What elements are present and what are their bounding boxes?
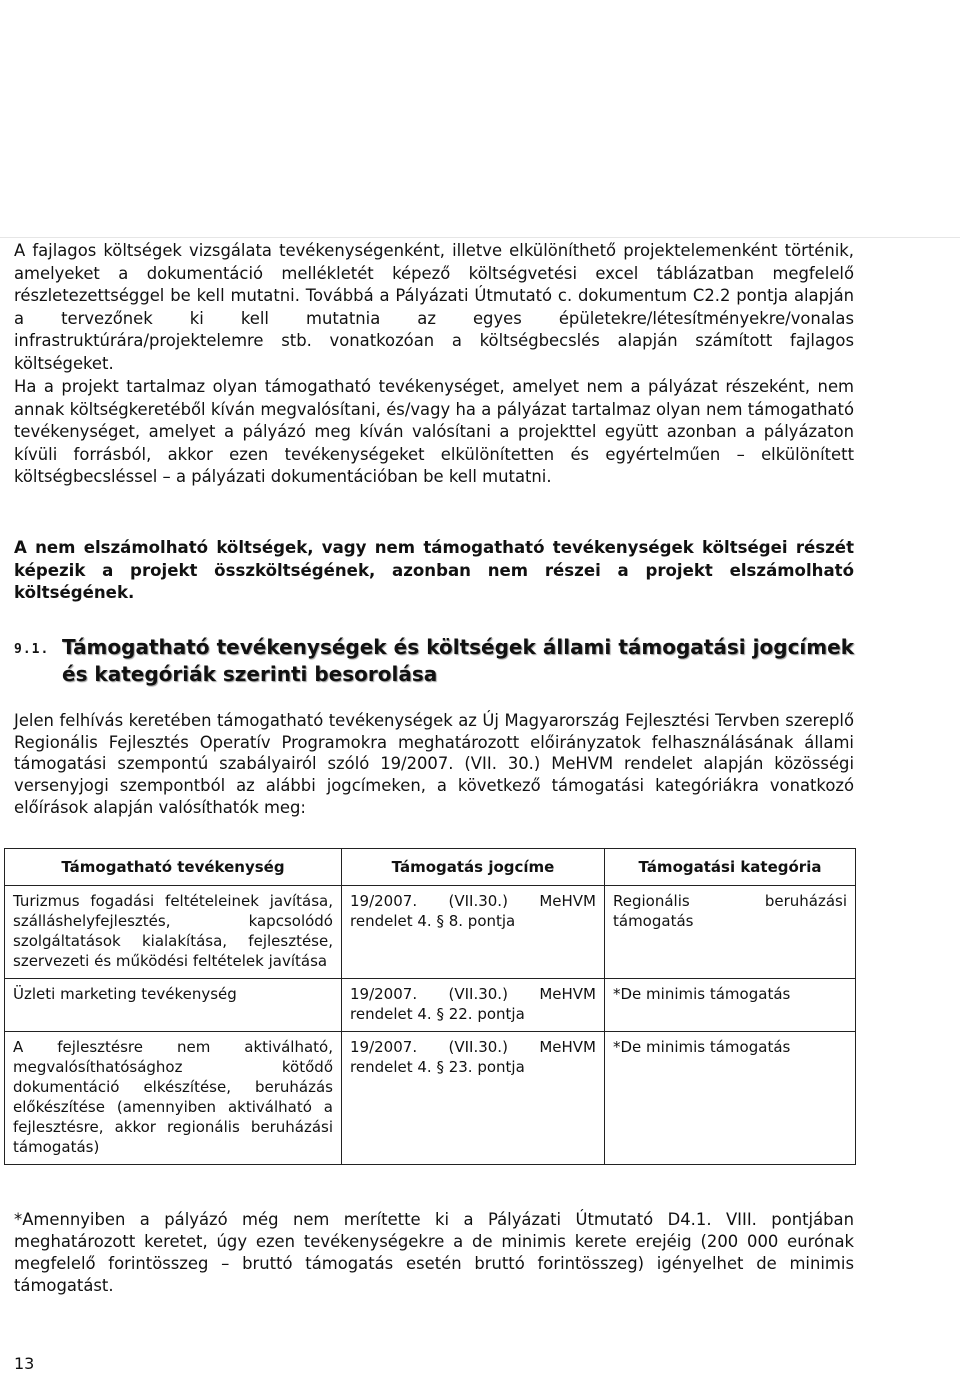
bold-statement: A nem elszámolható költségek, vagy nem támogatható tevékenységek költségei részét képezik a projekt összköltségének, azonban nem részei a projekt elszámolható költségének. <box>14 538 854 603</box>
table-cell-category: *De minimis támogatás <box>605 1032 856 1165</box>
page-number: 13 <box>14 1354 35 1373</box>
paragraph-specific-costs: A fajlagos költségek vizsgálata tevékenységenként, illetve elkülöníthető projektelemenként történik, amelyeket a dokumentáció mellékletét képező költségvetési excel táblázatban megfelelő részletezettséggel be kell mutatni. Továbbá a Pályázati Útmutató c. dokumentum C2.2 pontja alapján a tervezőnek ki kell mutatnia az egyes épületekre/létesítményekre/vonalas infrastruktúrára/projektelemre stb. vonatkozóan a költségbecslés alapján számított fajlagos költségeket. <box>14 241 854 373</box>
footnote-de-minimis: *Amennyiben a pályázó még nem merítette ki a Pályázati Útmutató D4.1. VIII. pontjában meghatározott keretet, úgy ezen tevékenységekre a de minimis kerete erejéig (200 000 eurónak megfelelő forintösszeg – bruttó támogatás esetén bruttó forintösszeg) igényelhet de minimis támogatást. <box>14 1210 854 1295</box>
section-number: 9.1. <box>14 642 50 657</box>
header-legal-title: Támogatás jogcíme <box>342 849 605 886</box>
table-row <box>5 1032 856 1165</box>
header-category: Támogatási kategória <box>605 849 856 886</box>
table-header-row <box>5 849 856 886</box>
table-cell-category: Regionális beruházási támogatás <box>605 886 856 979</box>
top-divider <box>0 237 960 238</box>
table-cell-legal-title: 19/2007. (VII.30.) MeHVM rendelet 4. § 22. pontja <box>342 979 605 1032</box>
section-title: Támogatható tevékenységek és költségek állami támogatási jogcímek és kategóriák szerinti besorolása <box>62 635 854 686</box>
header-activity: Támogatható tevékenység <box>5 849 342 886</box>
support-categories-table <box>4 848 856 1165</box>
table-cell-category: *De minimis támogatás <box>605 979 856 1032</box>
paragraph-non-eligible-activities: Ha a projekt tartalmaz olyan támogatható tevékenységet, amelyet nem a pályázat részeként, nem annak költségkeretéből kíván megvalósítani, és/vagy ha a pályázat tartalmaz olyan nem támogatható tevékenységet, amelyet a pályázó meg kíván valósítani a projekttel együtt azonban a pályázaton kívüli forrásból, akkor ezen tevékenységeket elkülönítetten és egyértelműen – elkülönített költségbecsléssel – a pályázati dokumentációban be kell mutatni. <box>14 377 854 487</box>
table-cell-activity: Turizmus fogadási feltételeinek javítása, szálláshelyfejlesztés, kapcsolódó szolgáltatások kialakítása, fejlesztése, szervezeti és működési feltételek javítása <box>5 886 342 979</box>
table-row <box>5 886 856 979</box>
paragraph-legal-basis: Jelen felhívás keretében támogatható tevékenységek az Új Magyarország Fejlesztési Tervben szereplő Regionális Fejlesztés Operatív Programokra meghatározott előirányzatok felhasználásának állami támogatási szempontú szabályairól szóló 19/2007. (VII. 30.) MeHVM rendelet alapján közösségi versenyjogi szempontból az alábbi jogcímeken, a következő támogatási kategóriákra vonatkozó előírások alapján valósíthatók meg: <box>14 711 854 817</box>
table-row <box>5 979 856 1032</box>
table-cell-legal-title: 19/2007. (VII.30.) MeHVM rendelet 4. § 23. pontja <box>342 1032 605 1165</box>
table-cell-activity: Üzleti marketing tevékenység <box>5 979 342 1032</box>
table-cell-activity: A fejlesztésre nem aktiválható, megvalósíthatósághoz kötődő dokumentáció elkészítése, beruházás előkészítése (amennyiben aktiválható a fejlesztésre, akkor regionális beruházási támogatás) <box>5 1032 342 1165</box>
table-cell-legal-title: 19/2007. (VII.30.) MeHVM rendelet 4. § 8. pontja <box>342 886 605 979</box>
